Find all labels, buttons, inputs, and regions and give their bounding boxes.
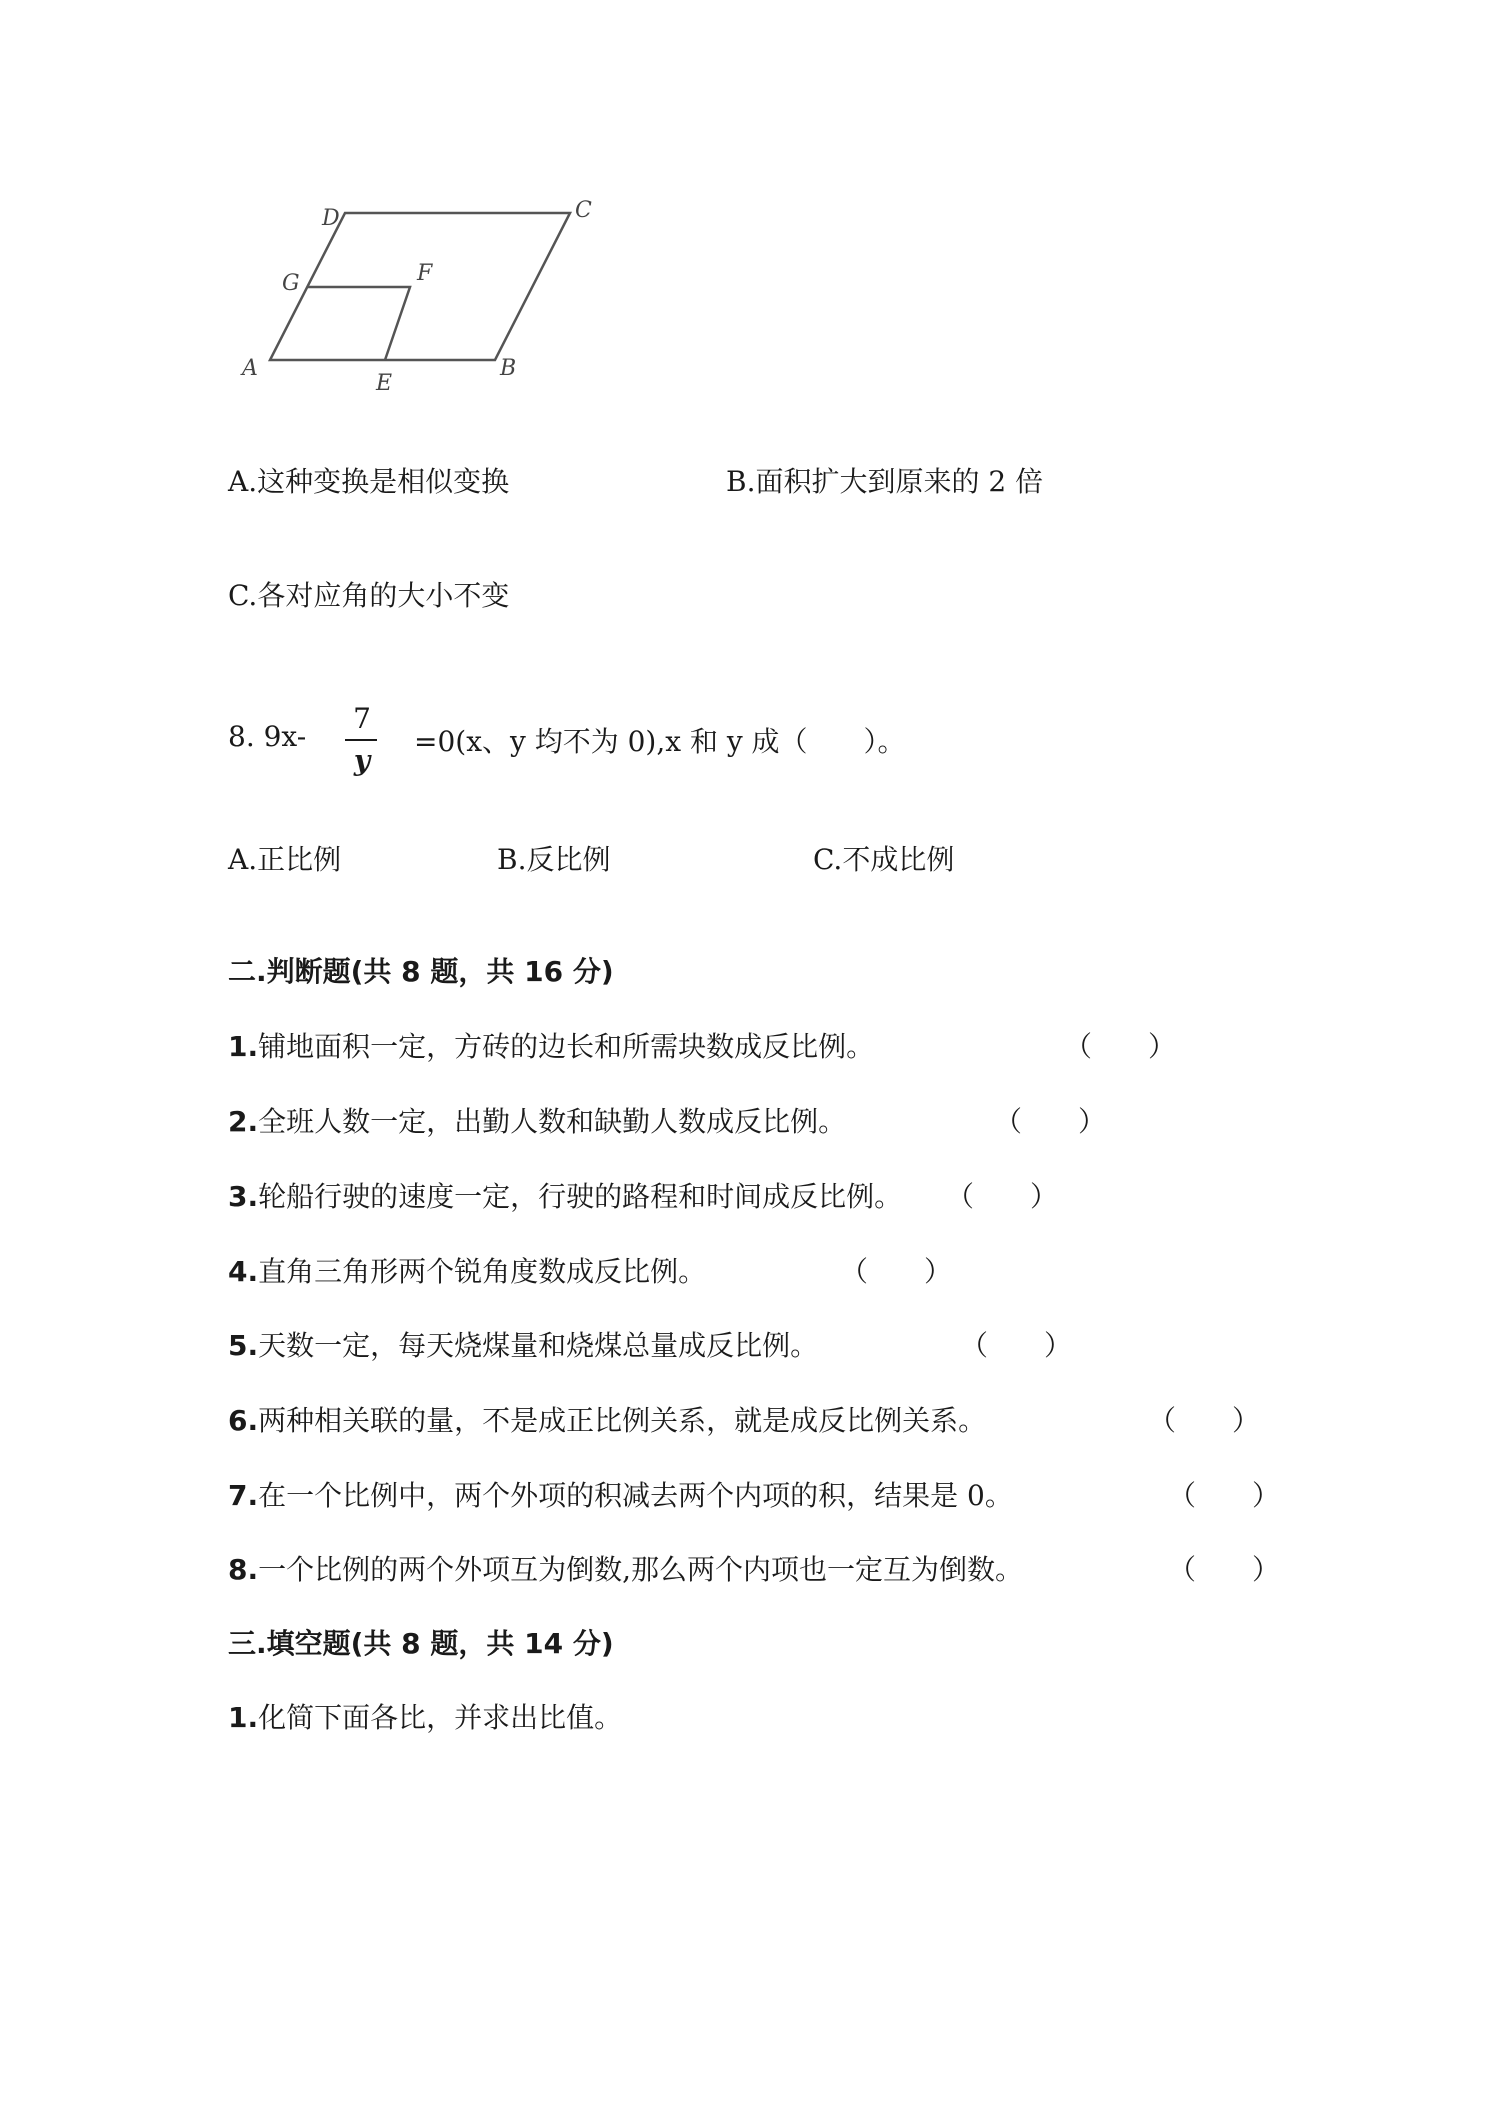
judge-item (228, 1399, 986, 1439)
q8-suffix: =0(x、y 均不为 0),x 和 y 成（ ）。 (414, 725, 906, 758)
judge-item (228, 1025, 874, 1065)
fill-item (228, 1696, 622, 1736)
item-text: 两种相关联的量，不是成正比例关系，就是成反比例关系。 (258, 1404, 987, 1437)
item-number: 5. (228, 1329, 259, 1362)
label-F: F (417, 261, 433, 286)
q8-option-c: C.不成比例 (813, 843, 955, 876)
q8-fraction-bar (345, 739, 377, 741)
q8-option-b: B.反比例 (497, 843, 611, 876)
item-text: 在一个比例中，两个外项的积减去两个内项的积，结果是 0。 (258, 1479, 1013, 1512)
label-A: A (242, 356, 258, 381)
judge-item (228, 1324, 818, 1364)
judge-item (228, 1175, 902, 1215)
judge-item (228, 1548, 1023, 1588)
answer-paren: （ ） (840, 1255, 953, 1288)
item-number: 6. (228, 1404, 259, 1437)
judge-item (228, 1250, 706, 1290)
parallelogram-aefg (308, 287, 410, 360)
item-number: 7. (228, 1479, 259, 1512)
label-E: E (376, 371, 393, 395)
parallelogram-figure (230, 195, 650, 395)
q8-prefix: 8. 9x- (228, 720, 307, 753)
item-number: 1. (228, 1030, 259, 1063)
answer-paren: （ ） (946, 1180, 1059, 1213)
q7-option-a: A.这种变换是相似变换 (228, 465, 510, 498)
judge-item (228, 1100, 846, 1140)
judge-item (228, 1474, 1013, 1514)
answer-paren: （ ） (1168, 1479, 1281, 1512)
section3-title: 三.填空题(共 8 题，共 14 分) (228, 1627, 614, 1660)
item-number: 1. (228, 1701, 259, 1734)
label-D: D (322, 206, 340, 231)
q8-option-a: A.正比例 (228, 843, 342, 876)
answer-paren: （ ） (994, 1105, 1107, 1138)
item-text: 直角三角形两个锐角度数成反比例。 (258, 1255, 707, 1288)
label-B: B (500, 356, 517, 381)
answer-paren: （ ） (1064, 1030, 1177, 1063)
q7-option-b: B.面积扩大到原来的 2 倍 (726, 465, 1044, 498)
answer-paren: （ ） (1168, 1553, 1281, 1586)
item-text: 天数一定，每天烧煤量和烧煤总量成反比例。 (258, 1329, 819, 1362)
item-text: 铺地面积一定，方砖的边长和所需块数成反比例。 (258, 1030, 875, 1063)
label-C: C (575, 198, 592, 223)
item-number: 4. (228, 1255, 259, 1288)
answer-paren: （ ） (960, 1329, 1073, 1362)
item-text: 化简下面各比，并求出比值。 (258, 1701, 623, 1734)
label-G: G (282, 271, 300, 296)
item-text: 轮船行驶的速度一定，行驶的路程和时间成反比例。 (258, 1180, 903, 1213)
item-text: 全班人数一定，出勤人数和缺勤人数成反比例。 (258, 1105, 847, 1138)
item-number: 8. (228, 1553, 259, 1586)
item-number: 2. (228, 1105, 259, 1138)
q8-fraction-denominator: y (353, 744, 371, 777)
section2-title: 二.判断题(共 8 题，共 16 分) (228, 955, 614, 988)
answer-paren: （ ） (1148, 1404, 1261, 1437)
q7-option-c: C.各对应角的大小不变 (228, 579, 510, 612)
q8-fraction-numerator: 7 (353, 702, 371, 735)
item-text: 一个比例的两个外项互为倒数,那么两个内项也一定互为倒数。 (258, 1553, 1024, 1586)
item-number: 3. (228, 1180, 259, 1213)
